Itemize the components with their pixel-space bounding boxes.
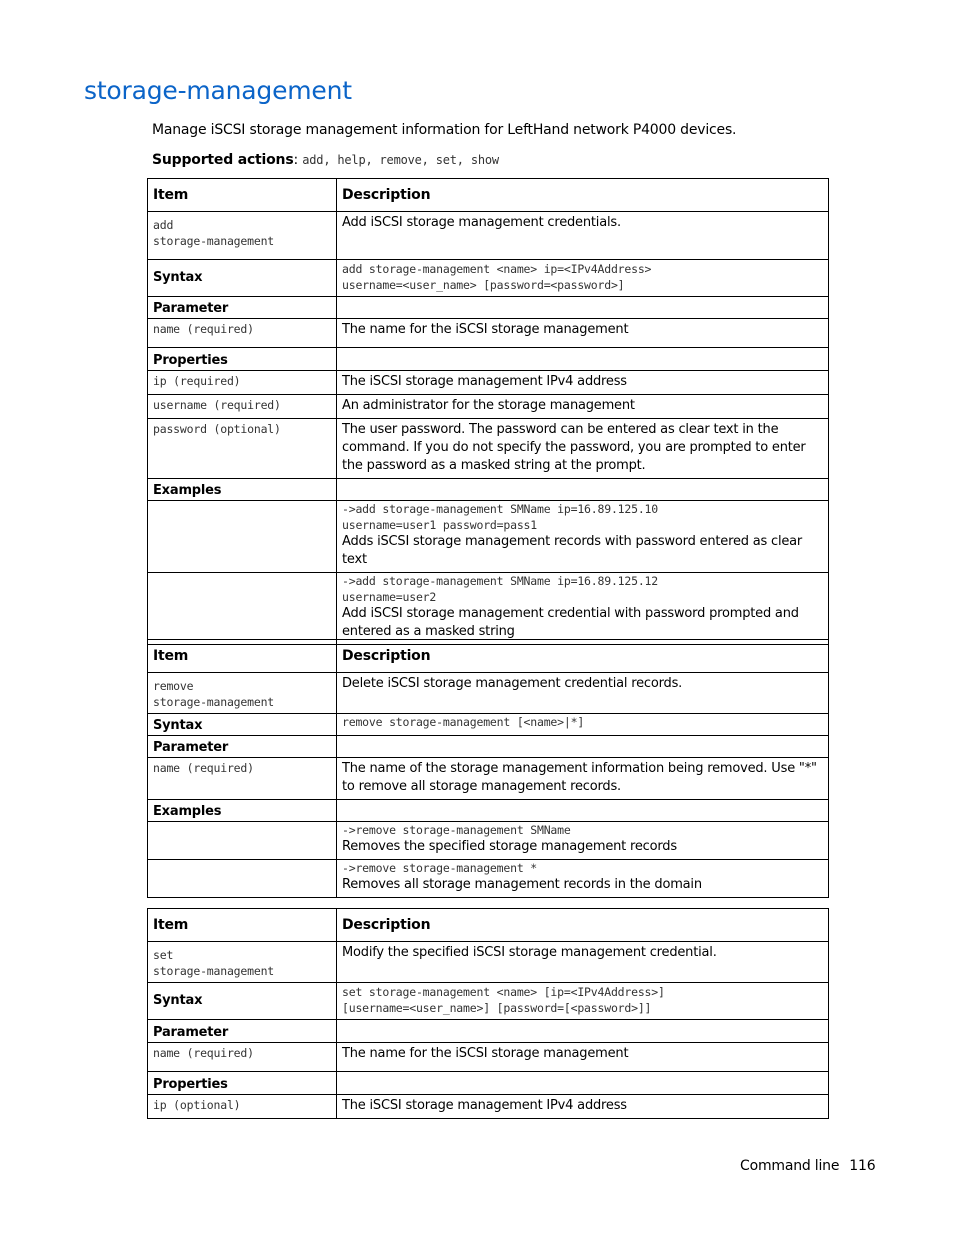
add-command-table <box>147 178 829 645</box>
table-row <box>148 800 829 822</box>
example-2-line-1: ->remove storage-management * <box>342 861 537 875</box>
prop-ip: ip (required) <box>153 374 241 388</box>
prop-password: password (optional) <box>153 422 281 436</box>
remove-command-table <box>147 639 829 898</box>
syntax-cell <box>337 714 829 736</box>
syntax-line-1: add storage-management <name> ip=<IPv4Address> <box>342 262 652 276</box>
header-description: Description <box>337 909 829 942</box>
param-name: name (required) <box>153 322 254 336</box>
table-row <box>148 942 829 983</box>
empty-cell <box>337 1072 829 1095</box>
example-2-description: Add iSCSI storage management credential with password prompted and entered as a masked string <box>342 606 799 639</box>
param-name: name (required) <box>153 761 254 775</box>
intro-text: Manage iSCSI storage management information for LeftHand network P4000 devices. <box>152 122 737 138</box>
command-description: Modify the specified iSCSI storage management credential. <box>337 942 829 983</box>
example-1-line-2: username=user1 password=pass1 <box>342 518 537 532</box>
command-description: Delete iSCSI storage management credential records. <box>337 673 829 714</box>
prop-ip-description: The iSCSI storage management IPv4 address <box>337 371 829 395</box>
empty-cell <box>337 736 829 758</box>
command-cell <box>148 942 337 983</box>
table-row <box>148 1095 829 1119</box>
parameter-label: Parameter <box>148 297 337 319</box>
header-item: Item <box>148 640 337 673</box>
table-row <box>148 714 829 736</box>
header-description: Description <box>337 179 829 212</box>
example-cell <box>337 501 829 573</box>
empty-cell <box>148 573 337 645</box>
table-row <box>148 260 829 297</box>
empty-cell <box>337 800 829 822</box>
param-name-cell <box>148 319 337 348</box>
table-row <box>148 1020 829 1043</box>
table-row <box>148 395 829 419</box>
prop-ip: ip (optional) <box>153 1098 241 1112</box>
param-name-description: The name of the storage management information being removed. Use "*" to remove all storage management records. <box>337 758 829 800</box>
empty-cell <box>148 860 337 898</box>
table-row <box>148 860 829 898</box>
empty-cell <box>337 297 829 319</box>
param-name-cell <box>148 758 337 800</box>
command-line-2: storage-management <box>153 234 275 248</box>
syntax-line-1: remove storage-management [<name>|*] <box>342 715 585 729</box>
supported-actions: Supported actions: add, help, remove, set, show <box>152 152 499 168</box>
table-row <box>148 479 829 501</box>
examples-label: Examples <box>148 479 337 501</box>
example-2-description: Removes all storage management records in the domain <box>342 877 702 892</box>
param-name-cell <box>148 1043 337 1072</box>
command-line-2: storage-management <box>153 695 275 709</box>
parameter-label: Parameter <box>148 1020 337 1043</box>
table-row <box>148 348 829 371</box>
table-row <box>148 758 829 800</box>
command-cell <box>148 673 337 714</box>
example-1-line-1: ->add storage-management SMName ip=16.89.125.10 <box>342 502 659 516</box>
syntax-label: Syntax <box>148 714 337 736</box>
table-row <box>148 1072 829 1095</box>
table-row <box>148 371 829 395</box>
syntax-line-1: set storage-management <name> [ip=<IPv4Address>] <box>342 985 665 999</box>
prop-ip-description: The iSCSI storage management IPv4 address <box>337 1095 829 1119</box>
header-item: Item <box>148 909 337 942</box>
example-2-line-2: username=user2 <box>342 590 437 604</box>
table-row <box>148 419 829 479</box>
page-title: storage-management <box>84 76 352 105</box>
table-row <box>148 673 829 714</box>
table-row <box>148 736 829 758</box>
footer-section: Command line <box>740 1158 840 1174</box>
command-line-1: remove <box>153 679 194 693</box>
syntax-line-2: username=<user_name> [password=<password>] <box>342 278 625 292</box>
header-item: Item <box>148 179 337 212</box>
table-header-row <box>148 640 829 673</box>
header-description: Description <box>337 640 829 673</box>
table-header-row <box>148 909 829 942</box>
empty-cell <box>337 479 829 501</box>
prop-username-cell <box>148 395 337 419</box>
properties-label: Properties <box>148 348 337 371</box>
prop-ip-cell <box>148 371 337 395</box>
supported-actions-list: add, help, remove, set, show <box>302 153 499 167</box>
prop-password-description: The user password. The password can be entered as clear text in the command. If you do not specify the password, you are prompted to enter the password as a masked string at the prompt. <box>337 419 829 479</box>
command-line-1: set <box>153 948 174 962</box>
table-row <box>148 501 829 573</box>
empty-cell <box>337 1020 829 1043</box>
page-number: 116 <box>849 1158 876 1174</box>
prop-password-cell <box>148 419 337 479</box>
table-row <box>148 983 829 1020</box>
example-1-description: Adds iSCSI storage management records with password entered as clear text <box>342 534 803 567</box>
example-1-description: Removes the specified storage management records <box>342 839 677 854</box>
command-cell <box>148 212 337 260</box>
prop-username: username (required) <box>153 398 281 412</box>
syntax-label: Syntax <box>148 260 337 297</box>
example-cell <box>337 573 829 645</box>
param-name-description: The name for the iSCSI storage management <box>337 1043 829 1072</box>
prop-ip-cell <box>148 1095 337 1119</box>
page-footer <box>740 1158 875 1174</box>
param-name-description: The name for the iSCSI storage management <box>337 319 829 348</box>
empty-cell <box>148 501 337 573</box>
properties-label: Properties <box>148 1072 337 1095</box>
table-row <box>148 297 829 319</box>
table-header-row <box>148 179 829 212</box>
table-row <box>148 319 829 348</box>
examples-label: Examples <box>148 800 337 822</box>
command-line-1: add <box>153 218 174 232</box>
command-line-2: storage-management <box>153 964 275 978</box>
command-description: Add iSCSI storage management credentials. <box>337 212 829 260</box>
syntax-line-2: [username=<user_name>] [password=[<password>]] <box>342 1001 652 1015</box>
prop-username-description: An administrator for the storage management <box>337 395 829 419</box>
example-2-line-1: ->add storage-management SMName ip=16.89.125.12 <box>342 574 659 588</box>
empty-cell <box>148 822 337 860</box>
table-row <box>148 822 829 860</box>
example-cell <box>337 860 829 898</box>
syntax-label: Syntax <box>148 983 337 1020</box>
example-1-line-1: ->remove storage-management SMName <box>342 823 571 837</box>
syntax-cell <box>337 983 829 1020</box>
supported-actions-label: Supported actions <box>152 152 294 168</box>
table-row <box>148 573 829 645</box>
parameter-label: Parameter <box>148 736 337 758</box>
example-cell <box>337 822 829 860</box>
table-row <box>148 1043 829 1072</box>
table-row <box>148 212 829 260</box>
set-command-table <box>147 908 829 1119</box>
param-name: name (required) <box>153 1046 254 1060</box>
empty-cell <box>337 348 829 371</box>
syntax-cell <box>337 260 829 297</box>
